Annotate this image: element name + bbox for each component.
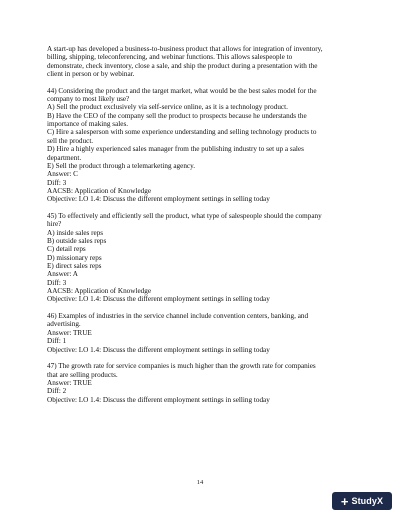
- option-b: B) outside sales reps: [47, 237, 107, 245]
- question-text: hire?: [47, 220, 62, 229]
- watermark-brand: StudyX: [351, 496, 384, 506]
- objective: Objective: LO 1.4: Discuss the different employment settings in selling today: [47, 295, 270, 304]
- difficulty: Diff: 2: [47, 387, 67, 396]
- option-b: importance of making sales.: [47, 120, 129, 129]
- question-45: [47, 212, 359, 304]
- option-c: C) Hire a salesperson with some experience understanding and selling technology products to: [47, 128, 317, 137]
- question-47: [47, 362, 359, 404]
- page-number: 14: [196, 479, 204, 486]
- question-44: [47, 87, 359, 204]
- question-text: advertising.: [47, 320, 81, 329]
- difficulty: Diff: 3: [47, 178, 67, 187]
- option-b: B) Have the CEO of the company sell the product to prospects because he understands the: [47, 111, 307, 120]
- question-text: company to most likely use?: [47, 95, 130, 104]
- document-body: [47, 45, 359, 412]
- difficulty: Diff: 3: [47, 278, 67, 287]
- answer: Answer: TRUE: [47, 378, 92, 387]
- option-e: E) Sell the product through a telemarketing agency.: [47, 161, 196, 170]
- intro-line: client in person or by webinar.: [47, 70, 135, 79]
- aacsb: AACSB: Application of Knowledge: [47, 186, 152, 195]
- intro-line: A start-up has developed a business-to-business product that allows for integration of inventory,: [47, 45, 323, 53]
- objective: Objective: LO 1.4: Discuss the different employment settings in selling today: [47, 345, 270, 354]
- objective: Objective: LO 1.4: Discuss the different employment settings in selling today: [47, 195, 270, 204]
- option-a: A) Sell the product exclusively via self-service online, as it is a technology product.: [47, 103, 288, 112]
- question-text: 45) To effectively and efficiently sell the product, what type of salespeople should the company: [47, 211, 322, 220]
- answer: Answer: TRUE: [47, 328, 92, 337]
- aacsb: AACSB: Application of Knowledge: [47, 287, 152, 296]
- option-a: A) inside sales reps: [47, 228, 104, 237]
- intro-paragraph: [47, 45, 359, 78]
- studyx-watermark: [332, 492, 392, 510]
- answer: Answer: C: [47, 170, 78, 179]
- question-text: 44) Considering the product and the target market, what would be the best sales model for the: [47, 86, 317, 95]
- option-d: D) Hire a highly experienced sales manager from the publishing industry to set up a sales: [47, 145, 304, 154]
- question-text: that are selling products.: [47, 370, 118, 379]
- question-text: 46) Examples of industries in the service channel include convention centers, banking, and: [47, 312, 309, 321]
- objective: Objective: LO 1.4: Discuss the different employment settings in selling today: [47, 395, 270, 404]
- option-c: C) detail reps: [47, 245, 86, 254]
- option-d: D) missionary reps: [47, 253, 102, 262]
- intro-line: billing, shipping, teleconferencing, and webinar functions. This allows salespeople to: [47, 53, 293, 62]
- plus-icon: +: [340, 493, 349, 509]
- intro-line: demonstrate, check inventory, close a sale, and ship the product during a presentation with the: [47, 61, 318, 70]
- answer: Answer: A: [47, 270, 78, 279]
- question-text: 47) The growth rate for service companies is much higher than the growth rate for companies: [47, 362, 316, 371]
- option-d: department.: [47, 153, 82, 162]
- difficulty: Diff: 1: [47, 337, 67, 346]
- option-e: E) direct sales reps: [47, 262, 102, 271]
- option-c: sell the product.: [47, 136, 94, 145]
- question-46: [47, 312, 359, 354]
